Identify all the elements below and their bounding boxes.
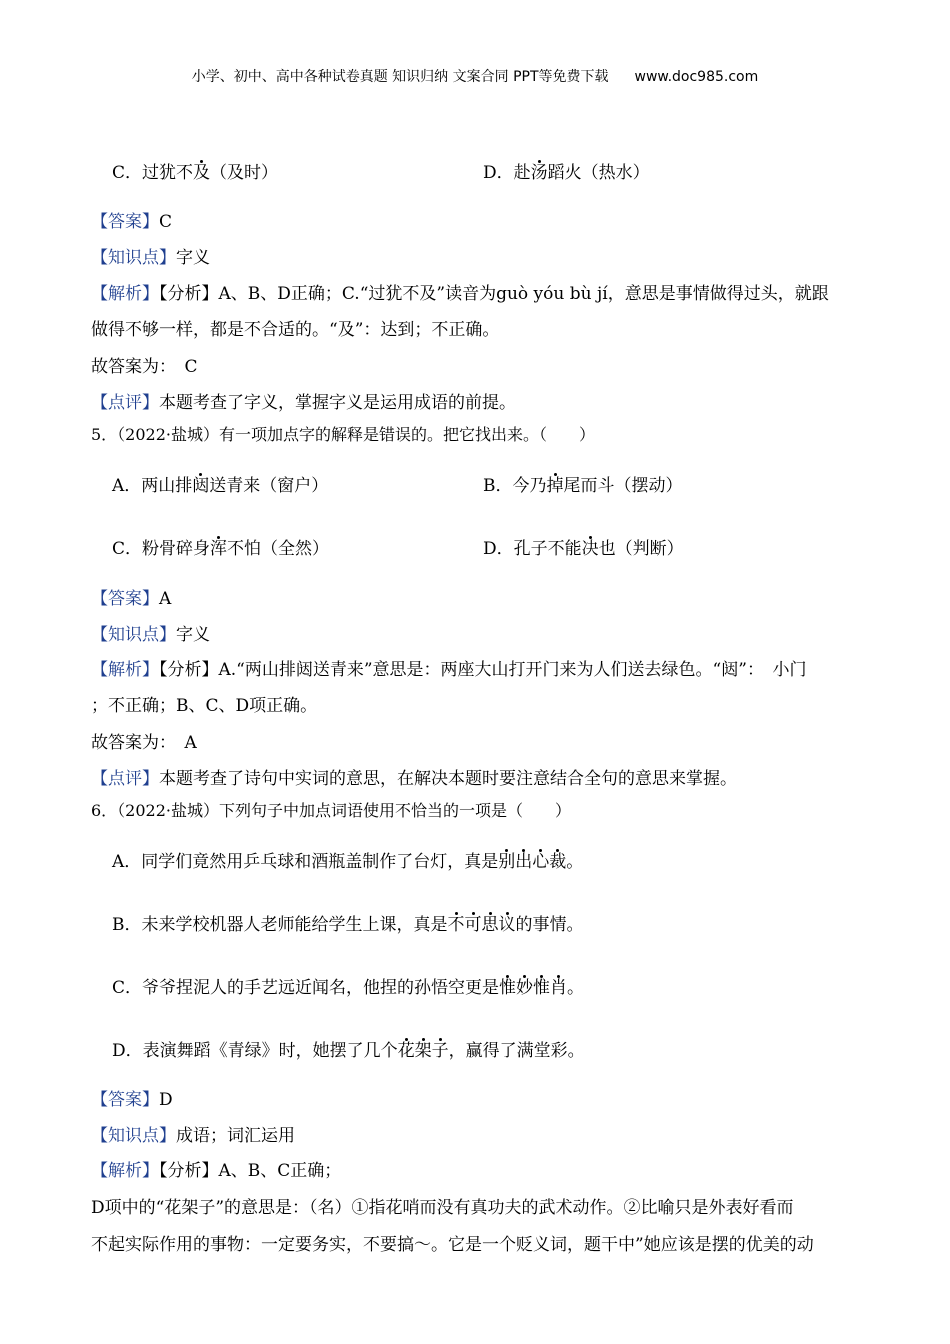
q6-option-b-dotted-char: 不 — [447, 915, 465, 935]
q6-option-d: D．表演舞蹈《青绿》时，她摆了几个花架子，赢得了满堂彩。 — [112, 1041, 585, 1061]
q6-option-a-dotted-char: 心 — [532, 852, 550, 872]
q5-review: 【点评】本题考查了诗句中实词的意思，在解决本题时要注意结合全句的意思来掌握。 — [91, 769, 737, 789]
knowledge-tag: 【知识点】 — [91, 1126, 176, 1146]
q6-option-a-dotted-char: 出 — [515, 852, 533, 872]
analysis-tag: 【解析】 — [91, 660, 159, 680]
q4-analysis-cont: 做得不够一样，都是不合适的。“及”：达到；不正确。 — [91, 320, 500, 340]
analysis-tag: 【解析】 — [91, 284, 159, 304]
q4-answer: 【答案】C — [91, 212, 173, 232]
q5-knowledge: 【知识点】字义 — [91, 625, 210, 645]
q5-option-c-dotted-char: 浑 — [210, 539, 228, 559]
q6-option-d-dotted-char: 花 — [397, 1041, 415, 1061]
q6-analysis-cont-2: 不起实际作用的事物：一定要务实，不要搞～。它是一个贬义词，题干中”她应该是摆的优美的动 — [91, 1235, 814, 1255]
q5-option-c: C．粉骨碎身浑不怕（全然） — [112, 539, 330, 559]
header-site-link[interactable]: www.doc985.com — [634, 69, 759, 85]
answer-tag: 【答案】 — [91, 1090, 159, 1110]
header-text: 小学、初中、高中各种试卷真题 知识归纳 文案合同 PPT等免费下载 — [191, 69, 609, 85]
q4-review: 【点评】本题考查了字义，掌握字义是运用成语的前提。 — [91, 393, 516, 413]
q5-final-answer: 故答案为： A — [91, 733, 197, 753]
q6-stem: 6．（2022·盐城）下列句子中加点词语使用不恰当的一项是（ ） — [91, 801, 571, 820]
knowledge-tag: 【知识点】 — [91, 248, 176, 268]
q4-final-answer: 故答案为： C — [91, 357, 198, 377]
q6-option-c-dotted-char: 妙 — [516, 978, 534, 998]
q6-option-c-dotted-char: 惟 — [533, 978, 551, 998]
q5-option-b-dotted-char: 掉 — [546, 476, 564, 496]
q6-option-d-dotted-char: 架 — [414, 1041, 432, 1061]
answer-tag: 【答案】 — [91, 589, 159, 609]
q6-knowledge: 【知识点】成语；词汇运用 — [91, 1126, 295, 1146]
review-tag: 【点评】 — [91, 769, 159, 789]
q5-answer: 【答案】A — [91, 589, 172, 609]
q4-option-c-dotted-char: 及 — [193, 163, 211, 183]
analysis-tag: 【解析】 — [91, 1161, 159, 1181]
knowledge-tag: 【知识点】 — [91, 625, 176, 645]
q4-option-d: D．赴汤蹈火（热水） — [483, 163, 650, 183]
q6-option-c-dotted-char: 肖 — [550, 978, 568, 998]
q6-option-b-dotted-char: 思 — [481, 915, 499, 935]
q4-knowledge: 【知识点】字义 — [91, 248, 210, 268]
q4-analysis: 【解析】【分析】A、B、D正确；C.“过犹不及”读音为guò yóu bù jí，意思是事情做得过头，就跟 — [91, 284, 829, 304]
q6-option-b-dotted-char: 可 — [464, 915, 482, 935]
q6-option-d-dotted-char: 子 — [431, 1041, 449, 1061]
q5-option-a: A．两山排闼送青来（窗户） — [112, 476, 329, 496]
q6-option-a-dotted-char: 别 — [498, 852, 516, 872]
q6-analysis: 【解析】【分析】A、B、C正确； — [91, 1161, 342, 1181]
q4-option-c: C．过犹不及（及时） — [112, 163, 279, 183]
q6-analysis-cont-1: D项中的“花架子”的意思是：（名）①指花哨而没有真功夫的武术动作。②比喻只是外表好看而 — [91, 1198, 794, 1218]
answer-tag: 【答案】 — [91, 212, 159, 232]
q6-option-b: B．未来学校机器人老师能给学生上课，真是不可思议的事情。 — [112, 915, 584, 935]
q5-analysis-cont: ；不正确；B、C、D项正确。 — [91, 696, 318, 716]
q5-analysis: 【解析】【分析】A.“两山排闼送青来”意思是：两座大山打开门来为人们送去绿色。“闼”： 小门 — [91, 660, 807, 680]
review-tag: 【点评】 — [91, 393, 159, 413]
page-header — [0, 66, 950, 86]
q6-answer: 【答案】D — [91, 1090, 173, 1110]
q6-option-c: C．爷爷捏泥人的手艺远近闻名，他捏的孙悟空更是惟妙惟肖。 — [112, 978, 585, 998]
q6-option-a: A．同学们竟然用乒乓球和酒瓶盖制作了台灯，真是别出心裁。 — [112, 852, 584, 872]
q6-option-b-dotted-char: 议 — [498, 915, 516, 935]
q4-option-d-dotted-char: 汤 — [530, 163, 548, 183]
q5-option-b: B．今乃掉尾而斗（摆动） — [483, 476, 683, 496]
q6-option-a-dotted-char: 裁 — [549, 852, 567, 872]
q5-stem: 5．（2022·盐城）有一项加点字的解释是错误的。把它找出来。（ ） — [91, 425, 595, 444]
q6-option-c-dotted-char: 惟 — [499, 978, 517, 998]
q5-option-d: D．孔子不能决也（判断） — [483, 539, 684, 559]
q5-option-d-dotted-char: 决 — [581, 539, 599, 559]
q5-option-a-dotted-char: 闼 — [192, 476, 210, 496]
